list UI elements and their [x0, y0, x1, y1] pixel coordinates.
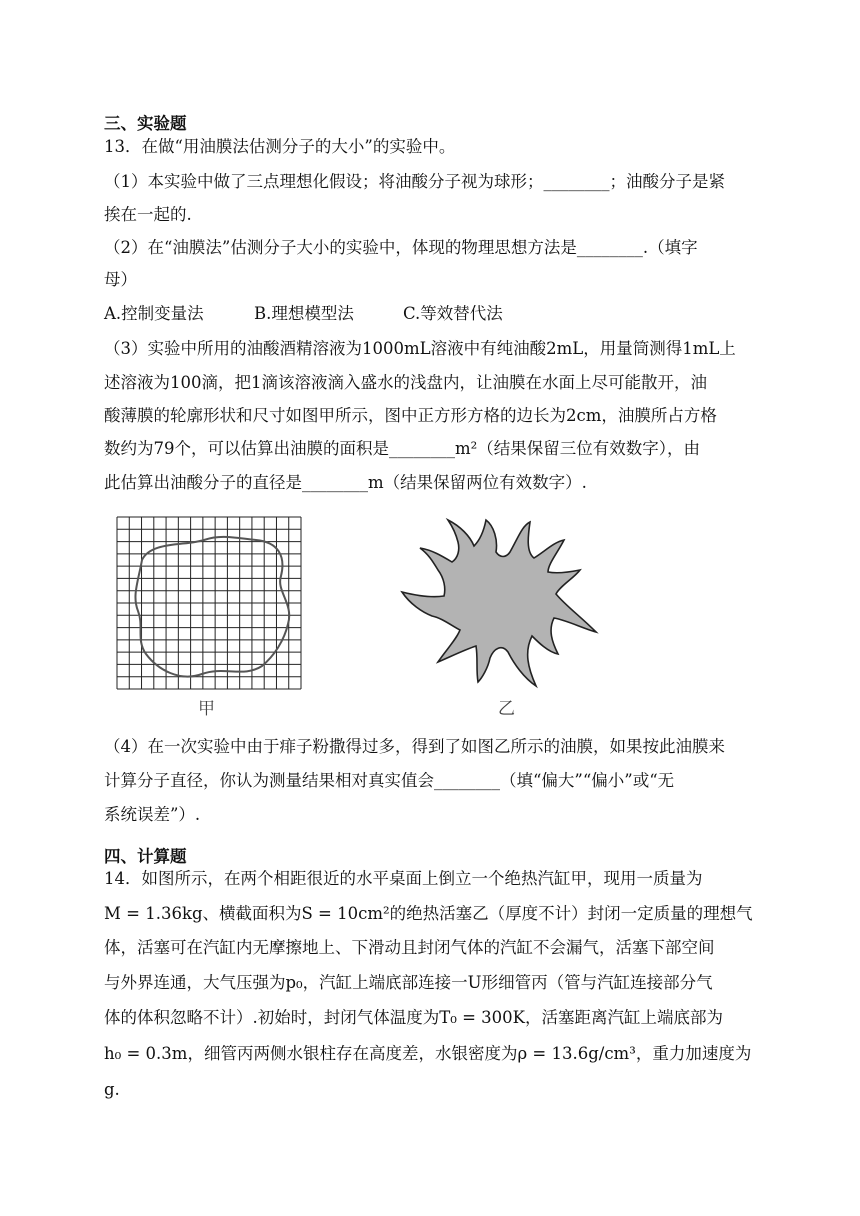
- q13-part2-line2: 母）: [104, 270, 137, 289]
- q13-part3-line4: 数约为79个，可以估算出油膜的面积是________m²（结果保留三位有效数字），由: [104, 439, 701, 458]
- q13-part3-line1: （3）实验中所用的油酸酒精溶液为1000mL溶液中有纯油酸2mL，用量筒测得1mL上: [104, 339, 736, 358]
- q13-part1-line2: 挨在一起的.: [104, 205, 192, 224]
- q14-line4: 与外界连通，大气压强为p₀，汽缸上端底部连接一U形细管丙（管与汽缸连接部分气: [104, 973, 713, 992]
- q13-part3-line5: 此估算出油酸分子的直径是________m（结果保留两位有效数字）.: [104, 473, 587, 492]
- q13-option-b: B.理想模型法: [254, 304, 354, 323]
- q13-part4-line1: （4）在一次实验中由于痱子粉撒得过多，得到了如图乙所示的油膜，如果按此油膜来: [104, 737, 725, 756]
- q14-line3: 体，活塞可在汽缸内无摩擦地上、下滑动且封闭气体的汽缸不会漏气，活塞下部空间: [104, 938, 715, 957]
- q14-line5: 体的体积忽略不计）.初始时，封闭气体温度为T₀ = 300K，活塞距离汽缸上端底部为: [104, 1008, 723, 1027]
- q13-part4-line3: 系统误差”）.: [104, 805, 201, 824]
- section-heading-experiment: 三、实验题: [104, 114, 187, 133]
- q13-part3-line3: 酸薄膜的轮廓形状和尺寸如图甲所示，图中正方形方格的边长为2cm，油膜所占方格: [104, 406, 717, 425]
- figure-b-oil-film: [398, 512, 618, 692]
- q13-part2-line1: （2）在“油膜法”估测分子大小的实验中，体现的物理思想方法是________.（填字: [104, 238, 698, 257]
- q13-part4-line2: 计算分子直径，你认为测量结果相对真实值会________（填“偏大”“偏小”或“无: [104, 771, 675, 790]
- oil-film-shape: [402, 520, 596, 686]
- q14-line6: h₀ = 0.3m，细管丙两侧水银柱存在高度差，水银密度为ρ = 13.6g/cm³，重力加速度为: [104, 1044, 752, 1063]
- oil-film-outline: [135, 537, 289, 677]
- grid-lines: [117, 517, 301, 689]
- q14-line7: g.: [104, 1080, 120, 1099]
- question-13-stem: 13．在做“用油膜法估测分子的大小”的实验中。: [104, 137, 456, 156]
- q13-option-a: A.控制变量法: [104, 304, 204, 323]
- q13-option-c: C.等效替代法: [403, 304, 503, 323]
- figure-a-caption: 甲: [198, 699, 215, 719]
- q13-part3-line2: 述溶液为100滴，把1滴该溶液滴入盛水的浅盘内，让油膜在水面上尽可能散开，油: [104, 373, 707, 392]
- figure-b-caption: 乙: [498, 699, 515, 719]
- q14-line2: M = 1.36kg、横截面积为S = 10cm²的绝热活塞乙（厚度不计）封闭一定质量的理想气: [104, 904, 753, 923]
- figure-a-grid-oil-film: [116, 516, 302, 690]
- q13-part1-line1: （1）本实验中做了三点理想化假设；将油酸分子视为球形；________；油酸分子是紧: [104, 172, 725, 191]
- q14-line1: 14．如图所示，在两个相距很近的水平桌面上倒立一个绝热汽缸甲，现用一质量为: [104, 869, 703, 888]
- section-heading-calculation: 四、计算题: [104, 847, 187, 866]
